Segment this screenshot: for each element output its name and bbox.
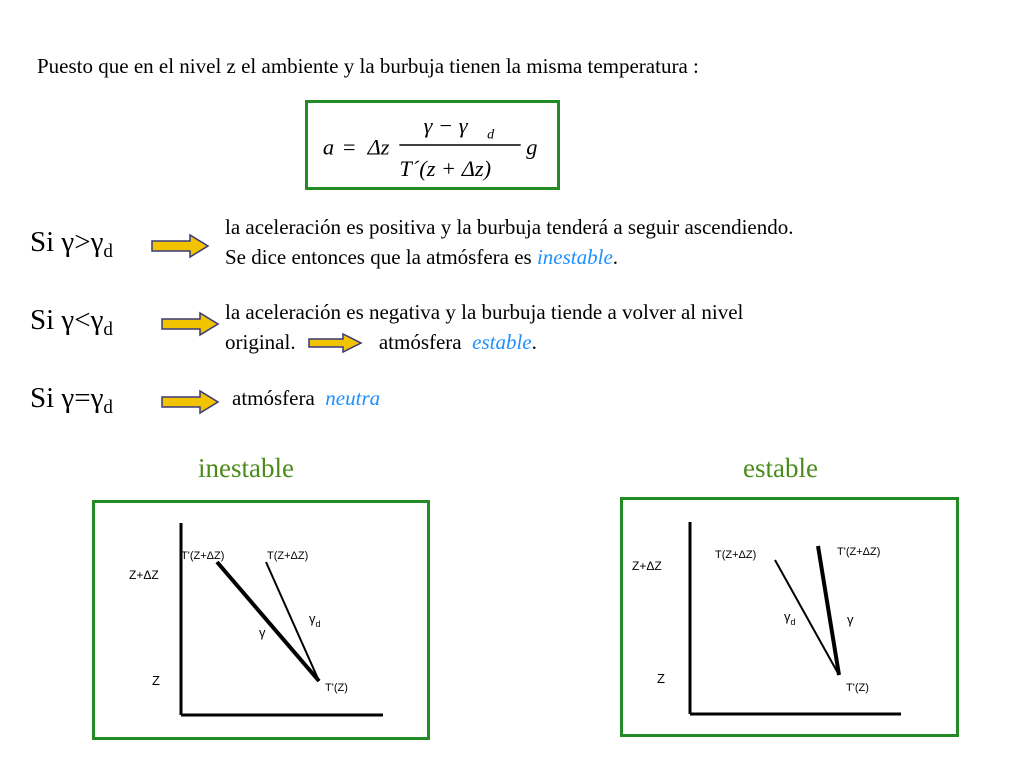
diagram-right-title: estable: [743, 453, 818, 483]
right-t-top-label: T(Z+ΔZ): [715, 549, 757, 561]
formula-box: [305, 100, 560, 190]
formula-lhs: a: [322, 134, 335, 160]
formula-denominator: T´(z + Δz): [399, 155, 492, 181]
formula-equals: =: [341, 134, 357, 160]
case3-arrow-icon: [160, 389, 220, 415]
case1-line2-prefix: Se dice entonces que la atmósfera es: [225, 245, 537, 269]
case3-condition-text: Si γ=γ: [30, 382, 104, 414]
case1-condition-text: Si γ>γ: [30, 226, 104, 258]
formula-g: g: [526, 134, 538, 160]
diagram-left-panel: [92, 500, 430, 740]
formula-delta-z: Δz: [367, 134, 390, 160]
case1-line1: la aceleración es positiva y la burbuja tenderá a seguir ascendiendo.: [225, 215, 794, 239]
right-y-bottom-label: Z: [657, 671, 665, 686]
case2-line2: [225, 327, 743, 357]
right-gamma-label: γ: [847, 612, 854, 627]
left-tprime-top-label: T'(Z+ΔZ): [181, 550, 225, 562]
case3-condition: [30, 382, 113, 419]
diagram-left: [95, 503, 427, 737]
case2-description: [225, 297, 743, 357]
case1-condition: [30, 226, 113, 263]
case2-line2-mid: atmósfera: [378, 330, 462, 354]
left-y-bottom-label: Z: [152, 673, 160, 688]
case1-condition-sub: d: [103, 241, 113, 262]
case1-arrow-icon: [150, 233, 210, 259]
case2-condition: [30, 304, 113, 341]
case3-condition-sub: d: [103, 397, 113, 418]
case1-line2-suffix: .: [612, 245, 619, 269]
case2-inline-arrow-icon: [307, 332, 363, 354]
case2-line2-suffix: .: [531, 330, 537, 354]
case3-description: [232, 383, 380, 413]
right-y-top-label: Z+ΔZ: [632, 559, 662, 573]
case2-arrow-icon: [160, 311, 220, 337]
case3-line1-prefix: atmósfera: [232, 386, 315, 410]
case1-description: [225, 212, 794, 272]
case3-term: neutra: [325, 386, 381, 410]
case1-line2: [225, 242, 794, 272]
formula-numerator: γ − γ: [423, 112, 468, 138]
case2-condition-text: Si γ<γ: [30, 304, 104, 336]
right-bottom-label: T'(Z): [846, 682, 869, 694]
diagram-left-title: inestable: [198, 453, 294, 483]
formula-numerator-sub: d: [487, 127, 495, 143]
intro-text: Puesto que en el nivel z el ambiente y la burbuja tienen la misma temperatura :: [37, 54, 699, 78]
left-t-top-label: T(Z+ΔZ): [267, 550, 309, 562]
left-gamma-label: γ: [259, 625, 266, 640]
case2-line1: la aceleración es negativa y la burbuja tiende a volver al nivel: [225, 300, 744, 324]
right-tprime-top-label: T'(Z+ΔZ): [837, 546, 881, 558]
left-gamma-line: [217, 562, 319, 681]
left-gamma-d-label: $\gamma_d$: [309, 611, 321, 629]
case1-term: inestable: [536, 245, 613, 269]
case2-term: estable: [472, 330, 532, 354]
diagram-right: [623, 500, 956, 734]
case2-line2-prefix: original.: [225, 330, 296, 354]
right-gamma-d-label: $\gamma_d$: [784, 609, 796, 627]
left-y-top-label: Z+ΔZ: [129, 568, 159, 582]
diagram-right-panel: [620, 497, 959, 737]
formula: [308, 103, 557, 187]
left-bottom-label: T'(Z): [325, 682, 348, 694]
case2-condition-sub: d: [103, 319, 113, 340]
